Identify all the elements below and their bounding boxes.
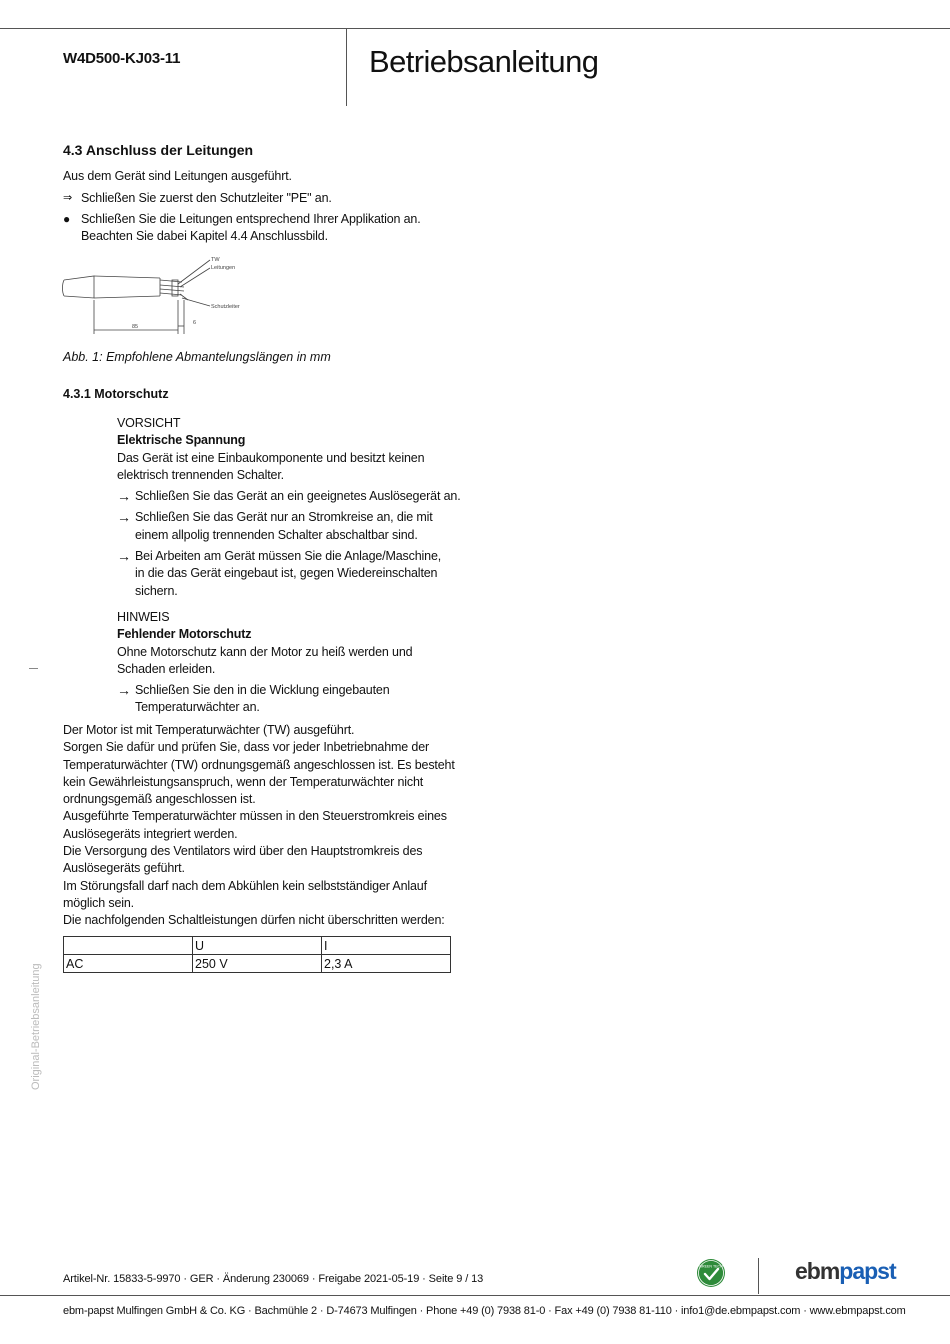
arrow-right-icon: → <box>117 488 131 505</box>
caution-text: Das Gerät ist eine Einbaukomponente und besitzt keinen <box>117 450 425 465</box>
body-line: Sorgen Sie dafür und prüfen Sie, dass vor jeder Inbetriebnahme der <box>63 740 430 755</box>
label-leitungen: Leitungen <box>211 265 236 271</box>
double-arrow-icon: ⇒ <box>63 192 73 204</box>
section-intro: Aus dem Gerät sind Leitungen ausgeführt. <box>63 169 292 183</box>
logo-part-papst: papst <box>839 1258 896 1284</box>
notice-signal-word: HINWEIS <box>117 610 170 624</box>
arrow-right-icon: → <box>117 682 131 699</box>
table-cell: U <box>193 937 322 955</box>
action-text: einem allpolig trennenden Schalter abschaltbar sind. <box>135 527 418 542</box>
footer-company-info: ebm-papst Mulfingen GmbH & Co. KG · Bachmühle 2 · D-74673 Mulfingen · Phone +49 (0) 7938 81-0 · Fax +49 (0) 7938 81-110 · info1@de.ebmpapst.com · www.ebmpapst.com <box>63 1305 906 1317</box>
cable-stripping-diagram <box>60 252 240 344</box>
table-cell: 2,3 A <box>322 955 451 973</box>
table-cell: I <box>322 937 451 955</box>
footer-divider <box>758 1258 759 1294</box>
body-line: Temperaturwächter (TW) ordnungsgemäß angeschlossen ist. Es besteht <box>63 757 455 772</box>
action-text: Bei Arbeiten am Gerät müssen Sie die Anlage/Maschine, <box>135 549 442 564</box>
body-line: Ausgeführte Temperaturwächter müssen in den Steuerstromkreis eines <box>63 809 447 824</box>
footer-article-info: Artikel-Nr. 15833-5-9970 · GER · Änderung 230069 · Freigabe 2021-05-19 · Seite 9 / 13 <box>63 1273 484 1285</box>
action-text: Schließen Sie das Gerät nur an Stromkreise an, die mit <box>135 510 433 525</box>
caution-action <box>117 488 477 505</box>
notice-title: Fehlender Motorschutz <box>117 627 252 642</box>
badge-text: GREEN TECH <box>699 1264 723 1269</box>
motorschutz-body <box>63 722 463 930</box>
body-line: möglich sein. <box>63 895 134 910</box>
step-text: Schließen Sie zuerst den Schutzleiter "PE" an. <box>81 191 332 205</box>
body-line: kein Gewährleistungsanspruch, wenn der Temperaturwächter nicht <box>63 774 424 789</box>
dimension-85: 85 <box>132 324 139 330</box>
body-line: Der Motor ist mit Temperaturwächter (TW) ausgeführt. <box>63 723 355 737</box>
table-header-row <box>64 937 451 955</box>
ebmpapst-logo <box>795 1258 896 1285</box>
table-row <box>64 955 451 973</box>
margin-mark <box>29 668 38 669</box>
bullet-item <box>63 211 483 246</box>
notice-text: Ohne Motorschutz kann der Motor zu heiß werden und <box>117 644 413 659</box>
notice-block <box>117 609 477 717</box>
arrow-right-icon: → <box>117 509 131 526</box>
bullet-icon: ● <box>63 212 71 226</box>
switching-capacity-table <box>63 936 451 973</box>
header-divider <box>346 28 347 106</box>
caution-signal-word: VORSICHT <box>117 416 181 430</box>
action-text: sichern. <box>135 583 178 598</box>
action-text: in die das Gerät eingebaut ist, gegen Wiedereinschalten <box>135 566 438 581</box>
action-text: Schließen Sie das Gerät an ein geeignetes Auslösegerät an. <box>135 489 461 504</box>
sidebar-label: Original-Betriebsanleitung <box>30 963 42 1090</box>
caution-title: Elektrische Spannung <box>117 433 246 448</box>
caution-text: elektrisch trennenden Schalter. <box>117 467 284 482</box>
action-text: Temperaturwächter an. <box>135 700 260 715</box>
notice-action <box>117 682 477 717</box>
action-text: Schließen Sie den in die Wicklung eingebauten <box>135 683 390 698</box>
document-id: W4D500-KJ03-11 <box>63 50 181 67</box>
header-rule <box>0 28 950 29</box>
table-cell: AC <box>64 955 193 973</box>
footer-rule <box>0 1295 950 1296</box>
table-cell <box>64 937 193 955</box>
body-line: Im Störungsfall darf nach dem Abkühlen kein selbstständiger Anlauf <box>63 878 427 893</box>
section-heading: 4.3 Anschluss der Leitungen <box>63 142 254 158</box>
arrow-right-icon: → <box>117 548 131 565</box>
step-item <box>63 190 483 207</box>
body-line: ordnungsgemäß angeschlossen ist. <box>63 792 256 807</box>
caution-block <box>117 415 477 600</box>
body-line: Die nachfolgenden Schaltleistungen dürfen nicht überschritten werden: <box>63 913 445 928</box>
body-line: Die Versorgung des Ventilators wird über den Hauptstromkreis des <box>63 844 423 859</box>
notice-text: Schaden erleiden. <box>117 661 216 676</box>
label-schutzleiter: Schutzleiter <box>211 304 240 310</box>
figure-caption: Abb. 1: Empfohlene Abmantelungslängen in mm <box>63 350 331 364</box>
body-line: Auslösegeräts integriert werden. <box>63 826 238 841</box>
greentech-badge-icon <box>696 1258 726 1288</box>
dimension-6: 6 <box>193 320 197 326</box>
bullet-text: Schließen Sie die Leitungen entsprechend Ihrer Applikation an. <box>81 212 421 226</box>
table-cell: 250 V <box>193 955 322 973</box>
subsection-heading: 4.3.1 Motorschutz <box>63 387 169 401</box>
document-title: Betriebsanleitung <box>369 44 599 79</box>
logo-part-ebm: ebm <box>795 1258 840 1284</box>
cable-drawing <box>63 260 211 334</box>
body-line: Auslösegeräts geführt. <box>63 861 185 876</box>
label-tw: TW <box>211 257 220 263</box>
caution-action <box>117 509 477 544</box>
caution-action <box>117 548 477 600</box>
bullet-text: Beachten Sie dabei Kapitel 4.4 Anschlussbild. <box>81 229 328 244</box>
